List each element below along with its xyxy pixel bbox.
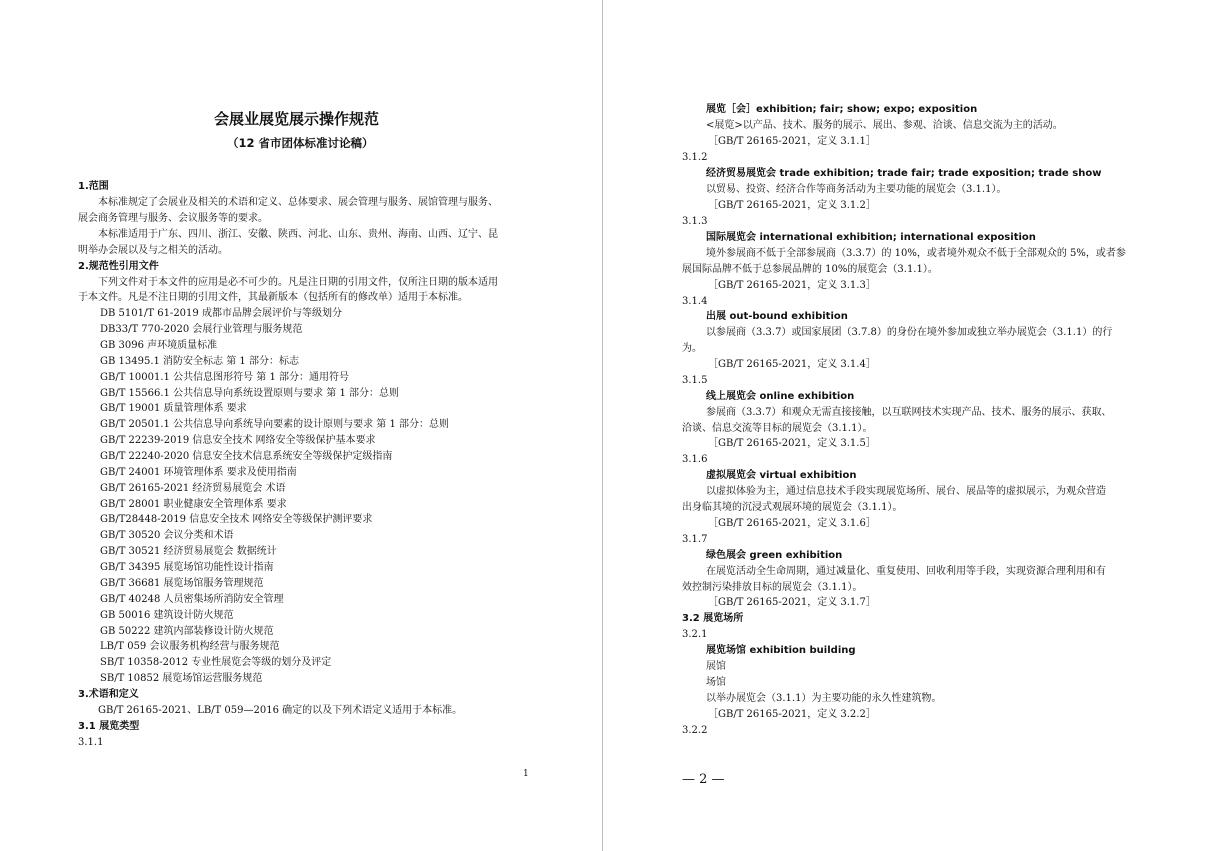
section-1-paragraph-line: 展会商务管理与服务、会议服务等的要求。 (78, 213, 268, 224)
reference-item: GB/T 30521 经济贸易展览会 数据统计 (100, 546, 277, 557)
body-line: ［GB/T 26165-2021，定义 3.1.3］ (708, 280, 876, 291)
reference-item: DB33/T 770-2020 会展行业管理与服务规范 (100, 324, 303, 335)
section-2-paragraph-line: 下列文件对于本文件的应用是必不可少的。凡是注日期的引用文件，仅所注日期的版本适用 (98, 277, 498, 288)
term-heading: 展览［会］exhibition; fair; show; expo; exposition (706, 104, 978, 115)
term-heading: 线上展览会 online exhibition (706, 391, 855, 402)
reference-item: GB/T 19001 质量管理体系 要求 (100, 403, 247, 414)
body-line: ［GB/T 26165-2021，定义 3.1.6］ (708, 518, 876, 529)
body-line: 以举办展览会（3.1.1）为主要功能的永久性建筑物。 (706, 693, 942, 704)
reference-item: GB 3096 声环境质量标准 (100, 340, 218, 351)
page-divider (602, 0, 603, 851)
body-line: 以贸易、投资、经济合作等商务活动为主要功能的展览会（3.1.1）。 (706, 184, 1007, 195)
section-1-paragraph-line: 明举办会展以及与之相关的活动。 (78, 245, 228, 256)
section-3-1-heading: 3.1 展览类型 (78, 721, 140, 732)
body-line: 3.1.2 (682, 152, 708, 163)
section-2-heading: 2.规范性引用文件 (78, 261, 159, 272)
term-heading: 3.2 展览场所 (682, 613, 744, 624)
reference-item: GB/T 24001 环境管理体系 要求及使用指南 (100, 467, 297, 478)
body-line: ［GB/T 26165-2021，定义 3.1.2］ (708, 200, 876, 211)
body-line: ［GB/T 26165-2021，定义 3.2.2］ (708, 709, 876, 720)
page-number: — 2 — (682, 772, 725, 787)
reference-item: GB/T 10001.1 公共信息图形符号 第 1 部分：通用符号 (100, 372, 349, 383)
section-3-paragraph: GB/T 26165-2021、LB/T 059—2016 确定的以及下列术语定义适用于本标准。 (98, 705, 463, 716)
body-line: 洽谈、信息交流等目标的展览会（3.1.1）。 (682, 423, 873, 434)
body-line: ［GB/T 26165-2021，定义 3.1.1］ (708, 136, 876, 147)
body-line: 3.1.6 (682, 454, 708, 465)
term-heading: 展览场馆 exhibition building (706, 645, 856, 656)
body-line: ［GB/T 26165-2021，定义 3.1.5］ (708, 438, 876, 449)
body-line: 以虚拟体验为主，通过信息技术手段实现展览场所、展台、展品等的虚拟展示，为观众营造 (706, 486, 1106, 497)
clause-number: 3.1.1 (78, 737, 104, 748)
body-line: 参展商（3.3.7）和观众无需直接接触，以互联网技术实现产品、技术、服务的展示、获取、 (706, 407, 1112, 418)
body-line: 3.2.1 (682, 629, 708, 640)
section-1-paragraph-line: 本标准适用于广东、四川、浙江、安徽、陕西、河北、山东、贵州、海南、山西、辽宁、昆 (98, 229, 498, 240)
body-line: 3.1.3 (682, 216, 708, 227)
body-line: 境外参展商不低于全部参展商（3.3.7）的 10%，或者境外观众不低于全部观众的 5%，或者参 (706, 248, 1126, 259)
term-heading: 绿色展会 green exhibition (706, 550, 843, 561)
reference-item: GB/T 28001 职业健康安全管理体系 要求 (100, 499, 287, 510)
section-1-heading: 1.范围 (78, 181, 109, 192)
reference-item: GB/T 34395 展览场馆功能性设计指南 (100, 562, 274, 573)
reference-item: GB/T 36681 展览场馆服务管理规范 (100, 578, 264, 589)
body-line: 3.1.7 (682, 534, 708, 545)
body-line: 以参展商（3.3.7）或国家展团（3.7.8）的身份在境外参加或独立举办展览会（3.1.1）的行 (706, 327, 1113, 338)
body-line: 为。 (682, 343, 702, 354)
section-3-heading: 3.术语和定义 (78, 689, 139, 700)
reference-item: GB 50016 建筑设计防火规范 (100, 610, 234, 621)
reference-item: GB/T 20501.1 公共信息导向系统导向要素的设计原则与要求 第 1 部分：总则 (100, 419, 449, 430)
term-heading: 出展 out-bound exhibition (706, 311, 848, 322)
body-line: 在展览活动全生命周期，通过减量化、重复使用、回收利用等手段，实现资源合理利用和有 (706, 566, 1106, 577)
body-line: 3.1.4 (682, 296, 708, 307)
reference-item: SB/T 10852 展览场馆运营服务规范 (100, 673, 263, 684)
section-2-paragraph-line: 于本文件。凡是不注日期的引用文件，其最新版本（包括所有的修改单）适用于本标准。 (78, 292, 468, 303)
body-line: 场馆 (706, 677, 726, 688)
page-number: 1 (523, 769, 529, 779)
body-line: <展览>以产品、技术、服务的展示、展出、参观、洽谈、信息交流为主的活动。 (706, 120, 1063, 131)
document-title: 会展业展览展示操作规范 (214, 110, 380, 128)
body-line: 出身临其境的沉浸式观展环境的展览会（3.1.1）。 (682, 502, 903, 513)
right-page (604, 0, 1205, 851)
reference-item: GB/T 40248 人员密集场所消防安全管理 (100, 594, 284, 605)
term-heading: 国际展览会 international exhibition; international exposition (706, 232, 1036, 243)
term-heading: 经济贸易展览会 trade exhibition; trade fair; trade exposition; trade show (706, 168, 1102, 179)
body-line: ［GB/T 26165-2021，定义 3.1.4］ (708, 359, 876, 370)
body-line: 展馆 (706, 661, 726, 672)
reference-item: SB/T 10358-2012 专业性展览会等级的划分及评定 (100, 657, 332, 668)
reference-item: GB 50222 建筑内部装修设计防火规范 (100, 626, 274, 637)
body-line: 3.2.2 (682, 725, 708, 736)
reference-item: DB 5101/T 61-2019 成都市品牌会展评价与等级划分 (100, 308, 342, 319)
reference-item: GB/T 15566.1 公共信息导向系统设置原则与要求 第 1 部分：总则 (100, 388, 399, 399)
body-line: 3.1.5 (682, 375, 708, 386)
body-line: 效控制污染排放目标的展览会（3.1.1）。 (682, 582, 863, 593)
reference-item: GB/T 30520 会议分类和术语 (100, 530, 234, 541)
left-page (0, 0, 602, 851)
reference-item: GB 13495.1 消防安全标志 第 1 部分：标志 (100, 356, 299, 367)
section-1-paragraph-line: 本标准规定了会展业及相关的术语和定义、总体要求、展会管理与服务、展馆管理与服务、 (98, 197, 498, 208)
body-line: ［GB/T 26165-2021，定义 3.1.7］ (708, 597, 876, 608)
reference-item: GB/T 22239-2019 信息安全技术 网络安全等级保护基本要求 (100, 435, 376, 446)
reference-item: GB/T28448-2019 信息安全技术 网络安全等级保护测评要求 (100, 514, 373, 525)
reference-item: GB/T 22240-2020 信息安全技术信息系统安全等级保护定级指南 (100, 451, 393, 462)
document-subtitle: （12 省市团体标准讨论稿） (227, 136, 374, 150)
reference-item: GB/T 26165-2021 经济贸易展览会 术语 (100, 483, 286, 494)
reference-item: LB/T 059 会议服务机构经营与服务规范 (100, 641, 280, 652)
body-line: 展国际品牌不低于总参展品牌的 10%的展览会（3.1.1）。 (682, 264, 938, 275)
term-heading: 虚拟展览会 virtual exhibition (706, 470, 857, 481)
